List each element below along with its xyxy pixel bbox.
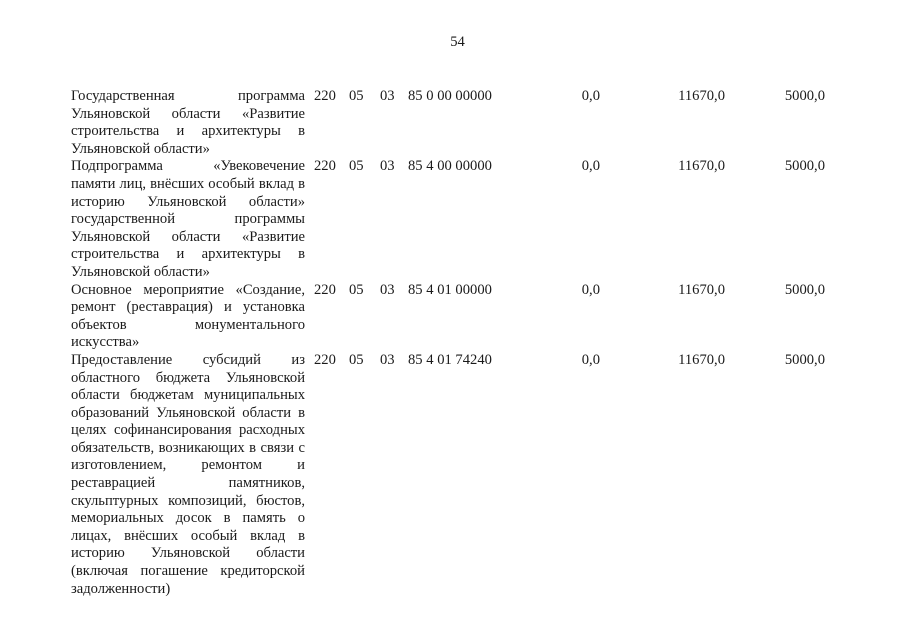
row-description: Подпрограмма «Увековечение памяти лиц, внёсших особый вклад в историю Ульяновской области» государственной программы Ульяновской области «Развитие строительства и архитектуры в Ульяновской области» — [71, 158, 305, 280]
row-grbs-code: 220 — [314, 88, 336, 104]
row-description: Основное мероприятие «Создание, ремонт (реставрация) и установка объектов монументального искусства» — [71, 281, 305, 351]
row-amount-2: 11670,0 — [678, 158, 725, 175]
row-target-article-code: 85 4 01 74240 — [408, 351, 492, 368]
row-amount-1: 0,0 — [581, 88, 600, 104]
row-section-code: 05 — [349, 88, 364, 104]
row-description: Предоставление субсидий из областного бюджета Ульяновской области бюджетам муниципальных образований Ульяновской области в целях софинансирования расходных обязательств, возникающих в связи с изготовлением, ремонтом и реставрацией памятников, скульптурных композиций, бюстов, мемориальных досок в память о лицах, внёсших особый вклад в историю Ульяновской области (включая погашение кредиторской задолженности) — [71, 351, 305, 597]
row-target-article-code: 85 0 00 00000 — [408, 88, 492, 104]
table-row — [71, 282, 851, 352]
row-target-article-code: 85 4 01 00000 — [408, 281, 492, 298]
row-section-code: 05 — [349, 351, 364, 368]
row-amount-1: 0,0 — [581, 351, 600, 368]
row-section-code: 05 — [349, 281, 364, 298]
row-amount-1: 0,0 — [581, 281, 600, 298]
row-subsection-code: 03 — [380, 158, 395, 175]
table-row — [71, 88, 851, 158]
row-grbs-code: 220 — [314, 158, 336, 175]
row-subsection-code: 03 — [380, 88, 395, 104]
page-number: 54 — [450, 34, 465, 50]
row-grbs-code: 220 — [314, 351, 336, 368]
table-row — [71, 352, 851, 598]
row-section-code: 05 — [349, 158, 364, 175]
row-description: Государственная программа Ульяновской области «Развитие строительства и архитектуры в Ульяновской области» — [71, 88, 305, 157]
row-amount-2: 11670,0 — [678, 88, 725, 104]
row-subsection-code: 03 — [380, 351, 395, 368]
row-amount-3: 5000,0 — [784, 351, 825, 368]
table-row — [71, 158, 851, 281]
row-target-article-code: 85 4 00 00000 — [408, 158, 492, 175]
row-subsection-code: 03 — [380, 281, 395, 298]
row-grbs-code: 220 — [314, 281, 336, 298]
row-amount-2: 11670,0 — [678, 281, 725, 298]
budget-table — [71, 88, 851, 598]
row-amount-2: 11670,0 — [678, 351, 725, 368]
row-amount-3: 5000,0 — [784, 158, 825, 175]
row-amount-3: 5000,0 — [784, 88, 825, 104]
row-amount-3: 5000,0 — [784, 281, 825, 298]
row-amount-1: 0,0 — [581, 158, 600, 175]
